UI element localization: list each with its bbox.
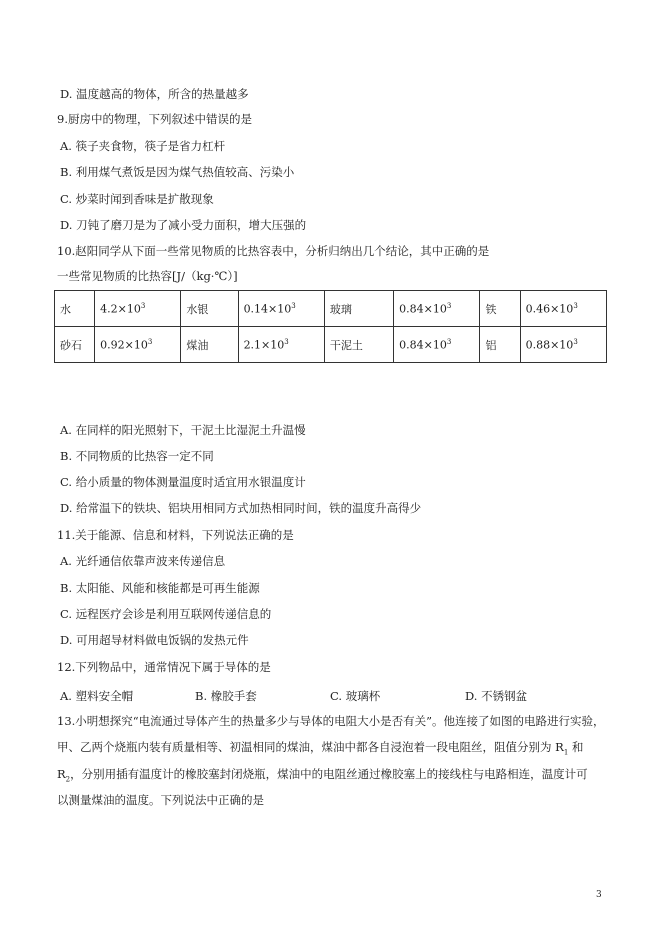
q12-option-c: C. 玻璃杯 xyxy=(330,689,381,703)
q11-option-c: C. 远程医疗会诊是利用互联网传递信息的 xyxy=(60,607,272,621)
q11-option-b: B. 太阳能、风能和核能都是可再生能源 xyxy=(60,581,260,595)
table-cell: $2.1\times 10^3$ xyxy=(238,327,324,363)
table-cell: $0.84\times 10^3$ xyxy=(394,327,480,363)
q8-option-d: D. 温度越高的物体，所含的热量越多 xyxy=(60,87,249,101)
table-cell: $0.14\times 10^3$ xyxy=(238,291,324,327)
q13-line-4: 以测量煤油的温度。下列说法中正确的是 xyxy=(57,793,264,807)
q9-option-d: D. 刀钝了磨刀是为了减小受力面积，增大压强的 xyxy=(60,218,307,232)
q13-line-2: 甲、乙两个烧瓶内装有质量相等、初温相同的煤油，煤油中都各自浸泡着一段电阻丝，阻值分别为 $R_1$ 和 xyxy=(57,740,584,757)
table-row xyxy=(55,291,607,327)
q10-stem: 10.赵阳同学从下面一些常见物质的比热容表中，分析归纳出几个结论，其中正确的是 xyxy=(57,244,490,258)
table-caption: 一些常见物质的比热容[J/（kg·℃）] xyxy=(57,269,238,283)
table-cell: 玻璃 xyxy=(324,291,393,327)
q12-option-a: A. 塑料安全帽 xyxy=(60,689,134,703)
q10-option-c: C. 给小质量的物体测量温度时适宜用水银温度计 xyxy=(60,475,306,489)
page-number: 3 xyxy=(596,890,602,900)
table-cell: $0.46\times 10^3$ xyxy=(520,291,606,327)
q11-stem: 11.关于能源、信息和材料，下列说法正确的是 xyxy=(57,528,294,542)
table-cell: 铁 xyxy=(480,291,520,327)
q9-option-a: A. 筷子夹食物，筷子是省力杠杆 xyxy=(60,139,226,153)
table-row xyxy=(55,327,607,363)
table-cell: $0.84\times 10^3$ xyxy=(394,291,480,327)
q11-option-d: D. 可用超导材料做电饭锅的发热元件 xyxy=(60,633,249,647)
q13-line-3: $R_2$，分别用插有温度计的橡胶塞封闭烧瓶，煤油中的电阻丝通过橡胶塞上的接线柱与电路相连，温度计可 xyxy=(57,767,588,784)
q12-stem: 12.下列物品中，通常情况下属于导体的是 xyxy=(57,660,271,674)
q13-line-1: 13.小明想探究“电流通过导体产生的热量多少与导体的电阻大小是否有关”。他连接了如图的电路进行实验， xyxy=(57,714,605,728)
q10-option-d: D. 给常温下的铁块、铝块用相同方式加热相同时间，铁的温度升高得少 xyxy=(60,501,422,515)
table-cell: $0.92\times 10^3$ xyxy=(95,327,181,363)
q11-option-a: A. 光纤通信依靠声波来传递信息 xyxy=(60,554,226,568)
q10-option-a: A. 在同样的阳光照射下，干泥土比湿泥土升温慢 xyxy=(60,423,306,437)
table-cell: 砂石 xyxy=(55,327,95,363)
q10-option-b: B. 不同物质的比热容一定不同 xyxy=(60,449,214,463)
table-cell: $0.88\times 10^3$ xyxy=(520,327,606,363)
q12-option-b: B. 橡胶手套 xyxy=(195,689,257,703)
table-cell: 水 xyxy=(55,291,95,327)
q9-stem: 9.厨房中的物理，下列叙述中错误的是 xyxy=(57,112,252,126)
q12-option-d: D. 不锈钢盆 xyxy=(465,689,528,703)
table-cell: 铝 xyxy=(480,327,520,363)
specific-heat-table xyxy=(54,290,607,363)
q9-option-b: B. 利用煤气煮饭是因为煤气热值较高、污染小 xyxy=(60,165,295,179)
table-cell: $4.2\times 10^3$ xyxy=(95,291,181,327)
table-cell: 煤油 xyxy=(181,327,238,363)
q9-option-c: C. 炒菜时闻到香味是扩散现象 xyxy=(60,192,214,206)
table-cell: 水银 xyxy=(181,291,238,327)
table-cell: 干泥土 xyxy=(324,327,393,363)
